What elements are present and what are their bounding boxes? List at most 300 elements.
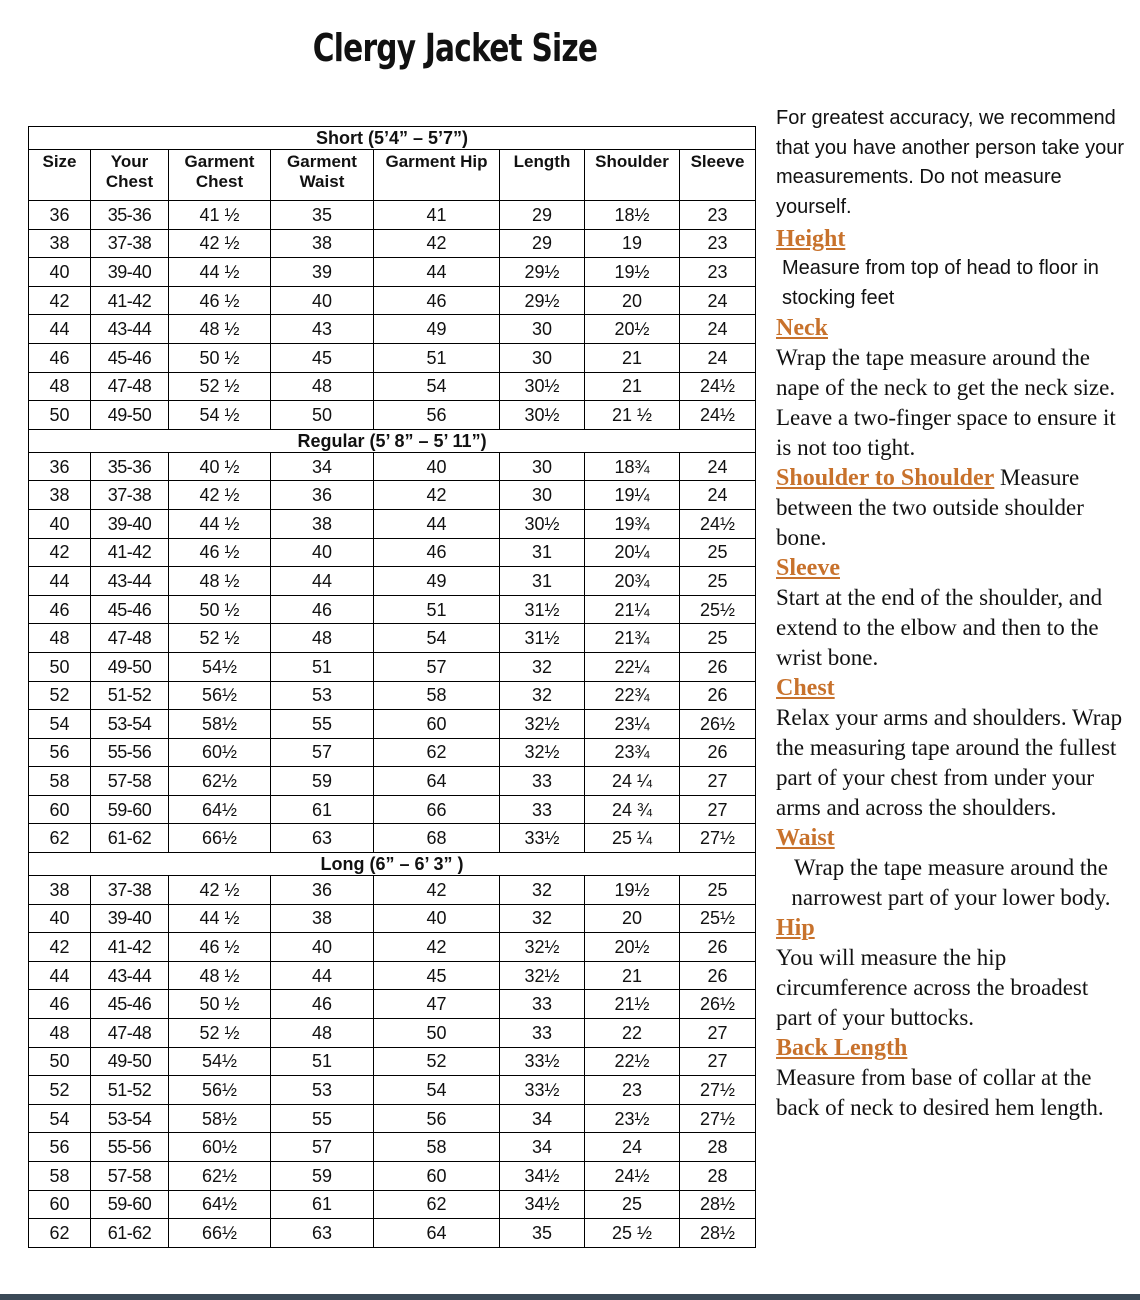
cell-sleeve: 28½ <box>680 1219 756 1248</box>
column-header-row <box>29 150 756 201</box>
cell-shoulder: 19½ <box>585 876 680 905</box>
cell-length: 32½ <box>500 710 585 739</box>
cell-sleeve: 26 <box>680 681 756 710</box>
cell-shoulder: 22 <box>585 1019 680 1048</box>
cell-garment-hip: 62 <box>374 738 500 767</box>
cell-size: 50 <box>29 652 91 681</box>
cell-size: 40 <box>29 904 91 933</box>
cell-shoulder: 24 ¾ <box>585 795 680 824</box>
cell-garment-hip: 51 <box>374 343 500 372</box>
cell-garment-waist: 38 <box>271 904 374 933</box>
cell-size: 38 <box>29 229 91 258</box>
cell-garment-chest: 54½ <box>169 652 271 681</box>
cell-length: 30 <box>500 315 585 344</box>
cell-garment-waist: 55 <box>271 710 374 739</box>
cell-length: 30½ <box>500 509 585 538</box>
cell-sleeve: 23 <box>680 258 756 287</box>
cell-size: 38 <box>29 481 91 510</box>
cell-your-chest: 59-60 <box>91 795 169 824</box>
cell-garment-hip: 66 <box>374 795 500 824</box>
cell-garment-waist: 46 <box>271 990 374 1019</box>
cell-your-chest: 43-44 <box>91 567 169 596</box>
cell-garment-hip: 41 <box>374 201 500 230</box>
cell-your-chest: 47-48 <box>91 1019 169 1048</box>
cell-length: 29 <box>500 229 585 258</box>
cell-your-chest: 41-42 <box>91 286 169 315</box>
cell-length: 29 <box>500 201 585 230</box>
cell-garment-chest: 46 ½ <box>169 933 271 962</box>
cell-size: 54 <box>29 1104 91 1133</box>
table-row <box>29 315 756 344</box>
cell-garment-waist: 53 <box>271 681 374 710</box>
cell-sleeve: 26 <box>680 652 756 681</box>
cell-size: 44 <box>29 961 91 990</box>
cell-garment-chest: 56½ <box>169 1076 271 1105</box>
cell-garment-hip: 44 <box>374 258 500 287</box>
cell-size: 50 <box>29 401 91 430</box>
section-header-row <box>29 127 756 150</box>
waist-heading: Waist <box>776 825 835 851</box>
cell-garment-chest: 48 ½ <box>169 567 271 596</box>
cell-size: 60 <box>29 1190 91 1219</box>
cell-garment-waist: 44 <box>271 961 374 990</box>
sleeve-heading: Sleeve <box>776 555 840 581</box>
cell-garment-waist: 51 <box>271 652 374 681</box>
table-row <box>29 286 756 315</box>
cell-shoulder: 19 <box>585 229 680 258</box>
cell-shoulder: 20½ <box>585 933 680 962</box>
table-row <box>29 1162 756 1191</box>
cell-size: 58 <box>29 767 91 796</box>
cell-size: 48 <box>29 624 91 653</box>
back-length-heading: Back Length <box>776 1035 908 1061</box>
cell-garment-chest: 44 ½ <box>169 258 271 287</box>
section-header-row <box>29 853 756 876</box>
cell-sleeve: 26 <box>680 738 756 767</box>
table-row <box>29 961 756 990</box>
cell-sleeve: 27 <box>680 795 756 824</box>
cell-your-chest: 45-46 <box>91 990 169 1019</box>
cell-sleeve: 24 <box>680 286 756 315</box>
cell-size: 52 <box>29 681 91 710</box>
cell-garment-chest: 48 ½ <box>169 961 271 990</box>
cell-size: 56 <box>29 738 91 767</box>
cell-your-chest: 45-46 <box>91 343 169 372</box>
cell-shoulder: 19¼ <box>585 481 680 510</box>
table-row <box>29 767 756 796</box>
cell-garment-waist: 59 <box>271 767 374 796</box>
cell-garment-chest: 64½ <box>169 795 271 824</box>
cell-length: 33½ <box>500 1047 585 1076</box>
cell-garment-chest: 50 ½ <box>169 595 271 624</box>
cell-length: 31 <box>500 567 585 596</box>
cell-garment-chest: 58½ <box>169 710 271 739</box>
cell-garment-chest: 50 ½ <box>169 990 271 1019</box>
neck-heading: Neck <box>776 315 828 341</box>
cell-size: 62 <box>29 1219 91 1248</box>
cell-size: 36 <box>29 452 91 481</box>
section-header-row <box>29 429 756 452</box>
cell-size: 58 <box>29 1162 91 1191</box>
cell-sleeve: 25½ <box>680 904 756 933</box>
cell-sleeve: 24 <box>680 343 756 372</box>
cell-size: 38 <box>29 876 91 905</box>
page-title: Clergy Jacket Size <box>312 26 598 70</box>
cell-garment-chest: 46 ½ <box>169 538 271 567</box>
column-header-shoulder: Shoulder <box>585 150 680 201</box>
cell-sleeve: 28½ <box>680 1190 756 1219</box>
cell-garment-hip: 54 <box>374 1076 500 1105</box>
cell-sleeve: 23 <box>680 201 756 230</box>
cell-length: 32 <box>500 904 585 933</box>
cell-shoulder: 19¾ <box>585 509 680 538</box>
cell-your-chest: 49-50 <box>91 1047 169 1076</box>
cell-shoulder: 20 <box>585 286 680 315</box>
cell-length: 30 <box>500 343 585 372</box>
table-row <box>29 1047 756 1076</box>
cell-your-chest: 37-38 <box>91 481 169 510</box>
cell-shoulder: 23¼ <box>585 710 680 739</box>
cell-garment-hip: 58 <box>374 1133 500 1162</box>
cell-size: 62 <box>29 824 91 853</box>
table-row <box>29 481 756 510</box>
cell-length: 32 <box>500 876 585 905</box>
cell-garment-hip: 56 <box>374 1104 500 1133</box>
cell-garment-chest: 40 ½ <box>169 452 271 481</box>
cell-shoulder: 24 <box>585 1133 680 1162</box>
cell-your-chest: 49-50 <box>91 401 169 430</box>
cell-garment-hip: 42 <box>374 481 500 510</box>
cell-your-chest: 51-52 <box>91 1076 169 1105</box>
cell-your-chest: 51-52 <box>91 681 169 710</box>
cell-garment-hip: 42 <box>374 933 500 962</box>
table-row <box>29 452 756 481</box>
cell-length: 33 <box>500 767 585 796</box>
cell-sleeve: 27½ <box>680 824 756 853</box>
cell-sleeve: 27½ <box>680 1104 756 1133</box>
cell-garment-waist: 36 <box>271 481 374 510</box>
cell-your-chest: 45-46 <box>91 595 169 624</box>
cell-length: 35 <box>500 1219 585 1248</box>
cell-size: 40 <box>29 258 91 287</box>
cell-garment-hip: 54 <box>374 624 500 653</box>
cell-garment-waist: 38 <box>271 229 374 258</box>
cell-your-chest: 55-56 <box>91 738 169 767</box>
cell-garment-chest: 62½ <box>169 767 271 796</box>
cell-shoulder: 23 <box>585 1076 680 1105</box>
hip-text: You will measure the hip circumference across the broadest part of your buttocks. <box>776 945 1089 1030</box>
cell-garment-waist: 61 <box>271 1190 374 1219</box>
cell-size: 56 <box>29 1133 91 1162</box>
table-row <box>29 372 756 401</box>
cell-length: 29½ <box>500 286 585 315</box>
cell-shoulder: 23¾ <box>585 738 680 767</box>
cell-size: 46 <box>29 595 91 624</box>
cell-your-chest: 39-40 <box>91 904 169 933</box>
cell-garment-chest: 60½ <box>169 1133 271 1162</box>
cell-your-chest: 43-44 <box>91 315 169 344</box>
cell-garment-waist: 48 <box>271 1019 374 1048</box>
cell-your-chest: 41-42 <box>91 933 169 962</box>
cell-garment-waist: 57 <box>271 738 374 767</box>
cell-garment-chest: 48 ½ <box>169 315 271 344</box>
cell-sleeve: 25 <box>680 624 756 653</box>
cell-garment-waist: 63 <box>271 1219 374 1248</box>
cell-garment-hip: 42 <box>374 876 500 905</box>
cell-size: 52 <box>29 1076 91 1105</box>
cell-your-chest: 57-58 <box>91 767 169 796</box>
cell-sleeve: 24½ <box>680 372 756 401</box>
cell-your-chest: 61-62 <box>91 1219 169 1248</box>
cell-garment-hip: 49 <box>374 567 500 596</box>
cell-garment-chest: 52 ½ <box>169 1019 271 1048</box>
cell-garment-waist: 36 <box>271 876 374 905</box>
cell-garment-chest: 42 ½ <box>169 481 271 510</box>
cell-sleeve: 24½ <box>680 401 756 430</box>
cell-size: 42 <box>29 538 91 567</box>
cell-sleeve: 25½ <box>680 595 756 624</box>
cell-your-chest: 37-38 <box>91 876 169 905</box>
cell-garment-waist: 50 <box>271 401 374 430</box>
chest-heading: Chest <box>776 675 835 701</box>
cell-garment-hip: 52 <box>374 1047 500 1076</box>
cell-garment-chest: 66½ <box>169 1219 271 1248</box>
cell-garment-hip: 62 <box>374 1190 500 1219</box>
cell-your-chest: 53-54 <box>91 1104 169 1133</box>
cell-garment-waist: 61 <box>271 795 374 824</box>
cell-garment-waist: 45 <box>271 343 374 372</box>
cell-sleeve: 27 <box>680 767 756 796</box>
table-row <box>29 933 756 962</box>
chest-text: Relax your arms and shoulders. Wrap the measuring tape around the fullest part of your chest from under your arms and across the shoulders. <box>776 705 1123 820</box>
cell-your-chest: 55-56 <box>91 1133 169 1162</box>
cell-length: 30 <box>500 452 585 481</box>
cell-garment-chest: 60½ <box>169 738 271 767</box>
cell-garment-waist: 40 <box>271 933 374 962</box>
cell-sleeve: 24 <box>680 481 756 510</box>
cell-garment-chest: 42 ½ <box>169 229 271 258</box>
back-length-text: Measure from base of collar at the back of neck to desired hem length. <box>776 1065 1104 1120</box>
cell-shoulder: 18¾ <box>585 452 680 481</box>
cell-your-chest: 39-40 <box>91 258 169 287</box>
cell-length: 32½ <box>500 738 585 767</box>
cell-shoulder: 20¾ <box>585 567 680 596</box>
column-header-size: Size <box>29 150 91 201</box>
cell-shoulder: 21 <box>585 343 680 372</box>
section-label: Regular (5’ 8” – 5’ 11”) <box>29 429 756 452</box>
cell-length: 33½ <box>500 1076 585 1105</box>
cell-garment-waist: 44 <box>271 567 374 596</box>
cell-garment-hip: 68 <box>374 824 500 853</box>
cell-sleeve: 24 <box>680 452 756 481</box>
cell-size: 48 <box>29 372 91 401</box>
cell-garment-hip: 57 <box>374 652 500 681</box>
cell-shoulder: 21½ <box>585 990 680 1019</box>
cell-garment-hip: 44 <box>374 509 500 538</box>
cell-length: 31½ <box>500 624 585 653</box>
cell-garment-chest: 41 ½ <box>169 201 271 230</box>
cell-your-chest: 49-50 <box>91 652 169 681</box>
size-chart-table <box>28 126 756 1248</box>
table-row <box>29 1104 756 1133</box>
cell-length: 33 <box>500 990 585 1019</box>
cell-garment-chest: 56½ <box>169 681 271 710</box>
column-header-your-chest: Your Chest <box>91 150 169 201</box>
cell-shoulder: 21 <box>585 372 680 401</box>
waist-text: Wrap the tape measure around the narrowest part of your lower body. <box>791 855 1111 910</box>
cell-size: 50 <box>29 1047 91 1076</box>
cell-garment-waist: 40 <box>271 538 374 567</box>
height-heading: Height <box>776 226 846 252</box>
cell-garment-waist: 43 <box>271 315 374 344</box>
cell-length: 34½ <box>500 1162 585 1191</box>
cell-garment-chest: 58½ <box>169 1104 271 1133</box>
cell-garment-waist: 53 <box>271 1076 374 1105</box>
table-row <box>29 1133 756 1162</box>
table-row <box>29 401 756 430</box>
cell-garment-chest: 52 ½ <box>169 372 271 401</box>
cell-garment-hip: 42 <box>374 229 500 258</box>
cell-garment-hip: 58 <box>374 681 500 710</box>
cell-length: 30 <box>500 481 585 510</box>
cell-length: 33 <box>500 795 585 824</box>
table-row <box>29 595 756 624</box>
cell-sleeve: 28 <box>680 1133 756 1162</box>
cell-size: 46 <box>29 990 91 1019</box>
cell-shoulder: 22¼ <box>585 652 680 681</box>
cell-garment-hip: 64 <box>374 767 500 796</box>
cell-garment-hip: 40 <box>374 904 500 933</box>
cell-your-chest: 43-44 <box>91 961 169 990</box>
cell-garment-hip: 56 <box>374 401 500 430</box>
column-header-garment-chest: Garment Chest <box>169 150 271 201</box>
section-label: Long (6” – 6’ 3” ) <box>29 853 756 876</box>
guide-intro: For greatest accuracy, we recommend that you have another person take your measurements. Do not measure yourself. <box>776 107 1125 218</box>
cell-garment-chest: 46 ½ <box>169 286 271 315</box>
cell-sleeve: 26 <box>680 933 756 962</box>
cell-garment-chest: 54 ½ <box>169 401 271 430</box>
cell-sleeve: 27 <box>680 1047 756 1076</box>
table-row <box>29 538 756 567</box>
table-row <box>29 795 756 824</box>
cell-shoulder: 23½ <box>585 1104 680 1133</box>
table-row <box>29 567 756 596</box>
cell-your-chest: 39-40 <box>91 509 169 538</box>
cell-shoulder: 21¾ <box>585 624 680 653</box>
cell-garment-chest: 62½ <box>169 1162 271 1191</box>
cell-size: 44 <box>29 567 91 596</box>
cell-size: 42 <box>29 286 91 315</box>
cell-length: 32½ <box>500 933 585 962</box>
table-row <box>29 229 756 258</box>
cell-length: 33 <box>500 1019 585 1048</box>
bottom-rule <box>0 1294 1140 1300</box>
table-row <box>29 509 756 538</box>
table-row <box>29 652 756 681</box>
cell-garment-hip: 45 <box>374 961 500 990</box>
hip-heading: Hip <box>776 915 815 941</box>
cell-shoulder: 25 <box>585 1190 680 1219</box>
cell-sleeve: 26½ <box>680 990 756 1019</box>
cell-garment-waist: 40 <box>271 286 374 315</box>
cell-sleeve: 28 <box>680 1162 756 1191</box>
cell-sleeve: 25 <box>680 567 756 596</box>
cell-sleeve: 26 <box>680 961 756 990</box>
cell-sleeve: 23 <box>680 229 756 258</box>
cell-size: 44 <box>29 315 91 344</box>
cell-garment-chest: 44 ½ <box>169 904 271 933</box>
column-header-length: Length <box>500 150 585 201</box>
cell-sleeve: 27 <box>680 1019 756 1048</box>
cell-length: 34½ <box>500 1190 585 1219</box>
cell-garment-hip: 49 <box>374 315 500 344</box>
shoulder-heading: Shoulder to Shoulder <box>776 465 995 491</box>
cell-garment-chest: 64½ <box>169 1190 271 1219</box>
column-header-sleeve: Sleeve <box>680 150 756 201</box>
cell-shoulder: 21 ½ <box>585 401 680 430</box>
cell-shoulder: 25 ½ <box>585 1219 680 1248</box>
cell-shoulder: 21 <box>585 961 680 990</box>
table-row <box>29 990 756 1019</box>
cell-sleeve: 24½ <box>680 509 756 538</box>
cell-garment-hip: 50 <box>374 1019 500 1048</box>
cell-your-chest: 35-36 <box>91 452 169 481</box>
cell-your-chest: 47-48 <box>91 624 169 653</box>
cell-shoulder: 20 <box>585 904 680 933</box>
cell-garment-hip: 51 <box>374 595 500 624</box>
cell-sleeve: 24 <box>680 315 756 344</box>
cell-garment-chest: 50 ½ <box>169 343 271 372</box>
cell-your-chest: 37-38 <box>91 229 169 258</box>
table-row <box>29 201 756 230</box>
height-text: Measure from top of head to floor in stocking feet <box>782 257 1099 309</box>
cell-size: 42 <box>29 933 91 962</box>
sleeve-text: Start at the end of the shoulder, and extend to the elbow and then to the wrist bone. <box>776 585 1103 670</box>
column-header-garment-waist: Garment Waist <box>271 150 374 201</box>
cell-garment-hip: 60 <box>374 710 500 739</box>
cell-garment-hip: 46 <box>374 538 500 567</box>
table-row <box>29 1019 756 1048</box>
cell-your-chest: 53-54 <box>91 710 169 739</box>
cell-garment-chest: 54½ <box>169 1047 271 1076</box>
cell-garment-waist: 38 <box>271 509 374 538</box>
cell-garment-chest: 44 ½ <box>169 509 271 538</box>
cell-shoulder: 24½ <box>585 1162 680 1191</box>
cell-garment-chest: 66½ <box>169 824 271 853</box>
section-label: Short (5’4” – 5’7”) <box>29 127 756 150</box>
cell-shoulder: 24 ¼ <box>585 767 680 796</box>
neck-text: Wrap the tape measure around the nape of the neck to get the neck size. Leave a two-finger space to ensure it is not too tight. <box>776 345 1116 460</box>
table-row <box>29 343 756 372</box>
cell-shoulder: 18½ <box>585 201 680 230</box>
cell-garment-hip: 54 <box>374 372 500 401</box>
cell-length: 33½ <box>500 824 585 853</box>
cell-length: 34 <box>500 1104 585 1133</box>
cell-your-chest: 57-58 <box>91 1162 169 1191</box>
table-row <box>29 824 756 853</box>
cell-garment-hip: 60 <box>374 1162 500 1191</box>
cell-garment-waist: 63 <box>271 824 374 853</box>
cell-sleeve: 25 <box>680 876 756 905</box>
cell-size: 36 <box>29 201 91 230</box>
table-row <box>29 904 756 933</box>
cell-length: 29½ <box>500 258 585 287</box>
cell-garment-waist: 57 <box>271 1133 374 1162</box>
cell-size: 60 <box>29 795 91 824</box>
cell-garment-chest: 52 ½ <box>169 624 271 653</box>
cell-size: 40 <box>29 509 91 538</box>
cell-garment-hip: 64 <box>374 1219 500 1248</box>
